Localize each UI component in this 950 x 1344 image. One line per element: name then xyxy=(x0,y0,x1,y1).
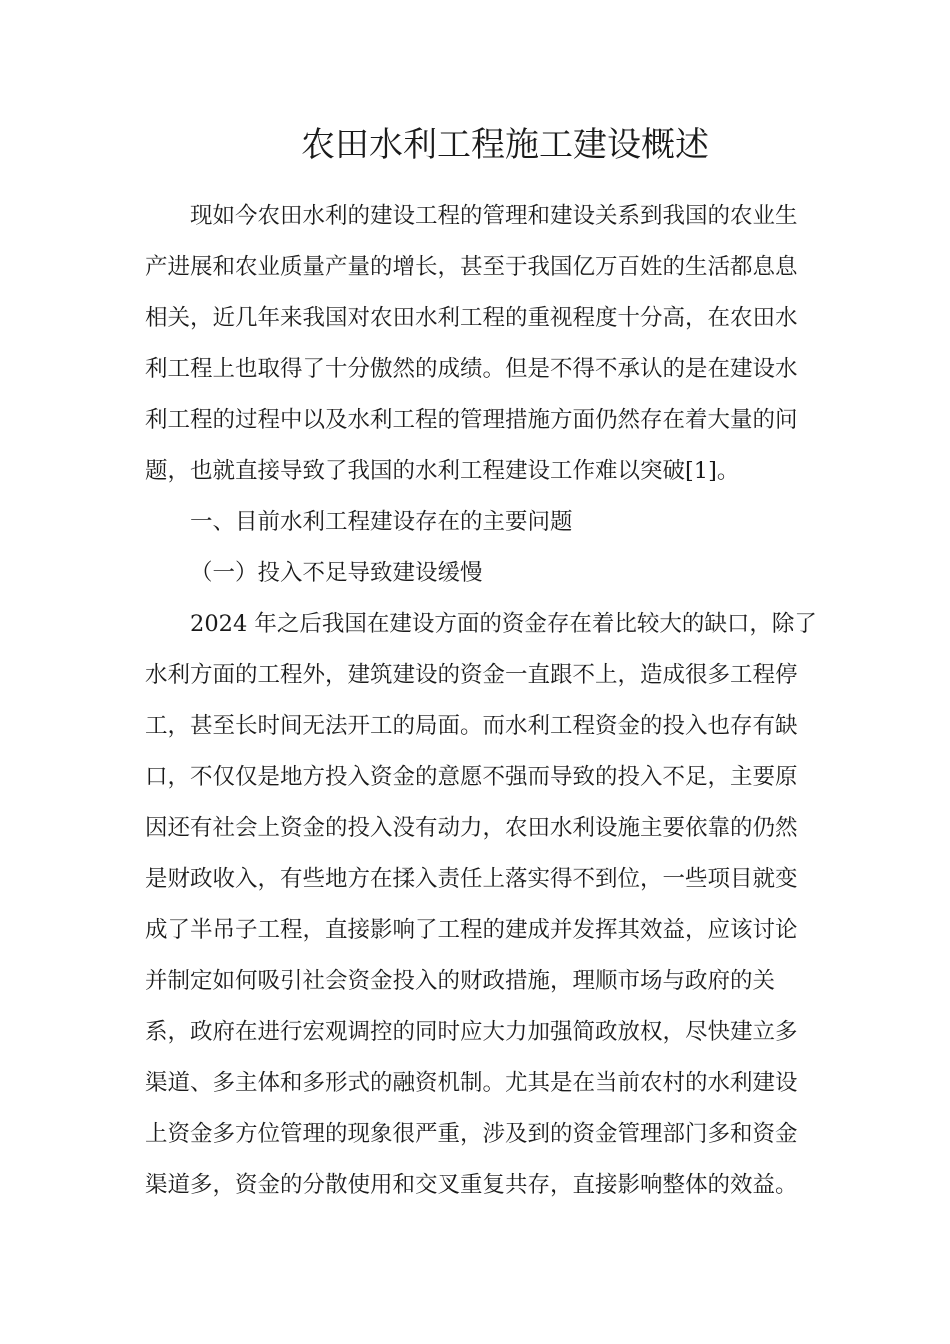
subsection-heading: （一）投入不足导致建设缓慢 xyxy=(190,560,483,586)
paragraph-line: 工，甚至长时间无法开工的局面。而水利工程资金的投入也存有缺 xyxy=(145,713,798,739)
paragraph-line: 水利方面的工程外，建筑建设的资金一直跟不上，造成很多工程停 xyxy=(145,662,798,688)
paragraph-line: 利工程上也取得了十分傲然的成绩。但是不得不承认的是在建设水 xyxy=(145,356,798,382)
paragraph-line: 2024 年之后我国在建设方面的资金存在着比较大的缺口，除了 xyxy=(190,611,817,637)
paragraph-line: 成了半吊子工程，直接影响了工程的建成并发挥其效益，应该讨论 xyxy=(145,917,798,943)
document-title: 农田水利工程施工建设概述 xyxy=(301,125,709,165)
paragraph-line: 产进展和农业质量产量的增长，甚至于我国亿万百姓的生活都息息 xyxy=(145,254,798,280)
paragraph-line: 是财政收入，有些地方在揉入责任上落实得不到位，一些项目就变 xyxy=(145,866,798,892)
paragraph-line: 现如今农田水利的建设工程的管理和建设关系到我国的农业生 xyxy=(190,203,798,229)
paragraph-line: 上资金多方位管理的现象很严重，涉及到的资金管理部门多和资金 xyxy=(145,1121,798,1147)
paragraph-line: 渠道多，资金的分散使用和交叉重复共存，直接影响整体的效益。 xyxy=(145,1172,798,1198)
paragraph-line: 利工程的过程中以及水利工程的管理措施方面仍然存在着大量的问 xyxy=(145,407,798,433)
section-heading: 一、目前水利工程建设存在的主要问题 xyxy=(190,509,573,535)
paragraph-line: 口，不仅仅是地方投入资金的意愿不强而导致的投入不足，主要原 xyxy=(145,764,798,790)
paragraph-line: 并制定如何吸引社会资金投入的财政措施，理顺市场与政府的关 xyxy=(145,968,776,994)
paragraph-line: 渠道、多主体和多形式的融资机制。尤其是在当前农村的水利建设 xyxy=(145,1070,798,1096)
paragraph-line: 相关，近几年来我国对农田水利工程的重视程度十分高，在农田水 xyxy=(145,305,798,331)
paragraph-line: 因还有社会上资金的投入没有动力，农田水利设施主要依靠的仍然 xyxy=(145,815,798,841)
paragraph-line: 系，政府在进行宏观调控的同时应大力加强简政放权，尽快建立多 xyxy=(145,1019,798,1045)
paragraph-line: 题，也就直接导致了我国的水利工程建设工作难以突破[1]。 xyxy=(145,458,740,484)
